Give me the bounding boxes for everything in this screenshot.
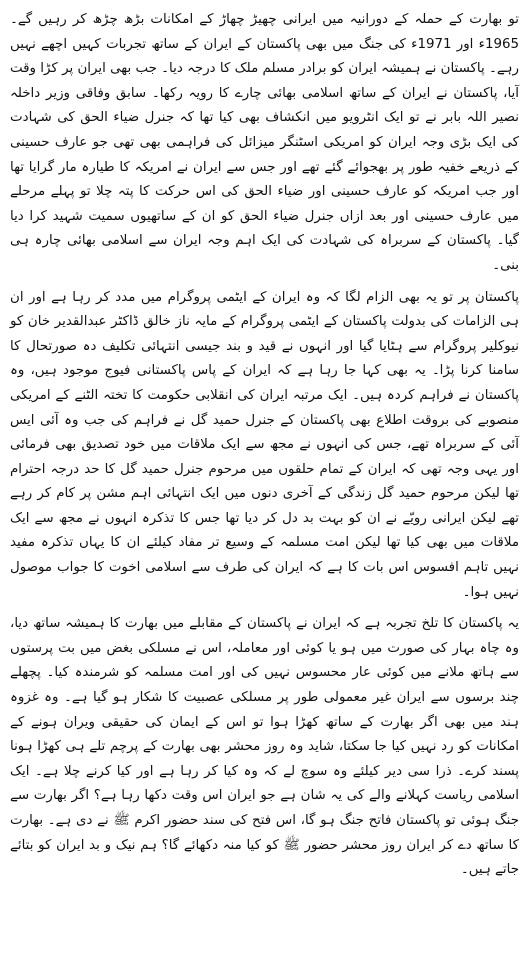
- article-paragraph-3: یہ پاکستان کا تلخ تجربہ ہے کہ ایران نے پاکستان کے مقابلے میں بھارت کا ہمیشہ ساتھ دیا، وہ چاہ بہار کی صورت میں ہو یا کوئی اور معاملہ، اس نے مسلکی بغض میں بت پرستوں سے ہاتھ ملانے میں کوئی عار محسوس نہیں کی اور امت مسلمہ کو شرمندہ کیا۔ پچھلے چند برسوں سے ایران غیر معمولی طور پر مسلکی عصبیت کا شکار ہو گیا ہے۔ وہ غزوہ ہند میں بھی اگر بھارت کے ساتھ کھڑا ہوا تو اس کے ایمان کی حقیقی ویران ہونے کے امکانات کو رد نہیں کیا جا سکتا، شاید وہ روز محشر بھی بھارت کے پرچم تلے ہی کھڑا ہونا پسند کرے۔ ذرا سی دیر کیلئے وہ سوچ لے کہ وہ کیا کر رہا ہے اور کیا کرنے چلا ہے۔ ایک اسلامی ریاست کہلانے والے کی یہ شان ہے جو ایران اس وقت دکھا رہا ہے؟ اگر بھارت سے جنگ ہوئی تو پاکستان فاتح جنگ ہو گا، اس فتح کی سند حضور اکرم ﷺ نے دی ہے۔ بھارت کا ساتھ دے کر ایران روز محشر حضور ﷺ کو کیا منہ دکھائے گا؟ ہم نیک و بد ایران کو بتائے جاتے ہیں۔: [10, 616, 519, 878]
- article-paragraph-1: تو بھارت کے حملہ کے دورانیہ میں ایرانی چھیڑ چھاڑ کے امکانات بڑھ چڑھ کر رہیں گے۔ 1965ء اور 1971ء کی جنگ میں بھی پاکستان کے ایران کے ساتھ تجربات کہیں اچھے نہیں رہے۔ پاکستان نے ہمیشہ ایران کو برادر مسلم ملک کا درجہ دیا۔ جب بھی ایران پر کڑا وقت آیا، پاکستان نے ایران کے ساتھ اسلامی بھائی چارے کا رویہ رکھا۔ سابق وفاقی وزیر داخلہ نصیر اللہ بابر نے تو ایک انٹرویو میں انکشاف بھی کیا تھا کہ جنرل ضیاء الحق کی شہادت کی ایک بڑی وجہ ایران کو امریکی اسٹنگر میزائل کی فراہمی بھی تھی جو عارف حسینی کے ذریعے خفیہ طور پر بھجوائے گئے تھے اور جس سے ایران نے امریکہ کا طیارہ مار گرایا تھا اور جب امریکہ کو عارف حسینی اور ضیاء الحق کی اس حرکت کا پتہ چلا تو پہلے مرحلے میں عارف حسینی اور بعد ازاں جنرل ضیاء الحق کو ان کے ساتھیوں سمیت شہید کرا دیا گیا۔ پاکستان کے سربراہ کی شہادت کی ایک اہم وجہ ایران سے اسلامی بھائی چارہ ہی بنی۔: [10, 12, 520, 273]
- article-paragraph-2: پاکستان پر تو یہ بھی الزام لگا کہ وہ ایران کے ایٹمی پروگرام میں مدد کر رہا ہے اور ان ہی الزامات کی بدولت پاکستان کے ایٹمی پروگرام کے مایہ ناز خالق ڈاکٹر عبدالقدیر خان کو نیوکلیر پروگرام سے ہٹایا گیا اور انہوں نے قید و بند جیسی انتہائی تکلیف دہ صورتحال کا سامنا کرنا پڑا۔ یہ بھی کہا جا رہا ہے کہ ایران کے پاس پاکستانی فیوج موجود ہیں، وہ پاکستان نے فراہم کردہ ہیں۔ ایک مرتبہ ایران کی انقلابی حکومت کا تختہ الٹنے کے امریکی منصوبے کی بروقت اطلاع بھی پاکستان کے جنرل حمید گل نے فراہم کی جب وہ آئی ایس آئی کے سربراہ تھے، جس کی انہوں نے مجھ سے ایک ملاقات میں خود تصدیق بھی فرمائی اور یہی وجہ تھی کہ ایران کے تمام حلقوں میں مرحوم جنرل حمید گل کا حد درجہ احترام تھا لیکن مرحوم حمید گل زندگی کے آخری دنوں میں ایک انتہائی اہم مشن پر کام کر رہے تھے لیکن ایرانی رویّے نے ان کو بہت بد دل کر دیا تھا جس کا تذکرہ انہوں نے مجھ سے ایک ملاقات میں بھی کیا تھا لیکن امت مسلمہ کے وسیع تر مفاد کیلئے ان کا یہاں تذکرہ مفید نہیں تاہم افسوس اس بات کا ہے کہ ایران کی طرف سے اسلامی اخوت کا جواب موصول نہیں ہوا۔: [10, 289, 519, 600]
